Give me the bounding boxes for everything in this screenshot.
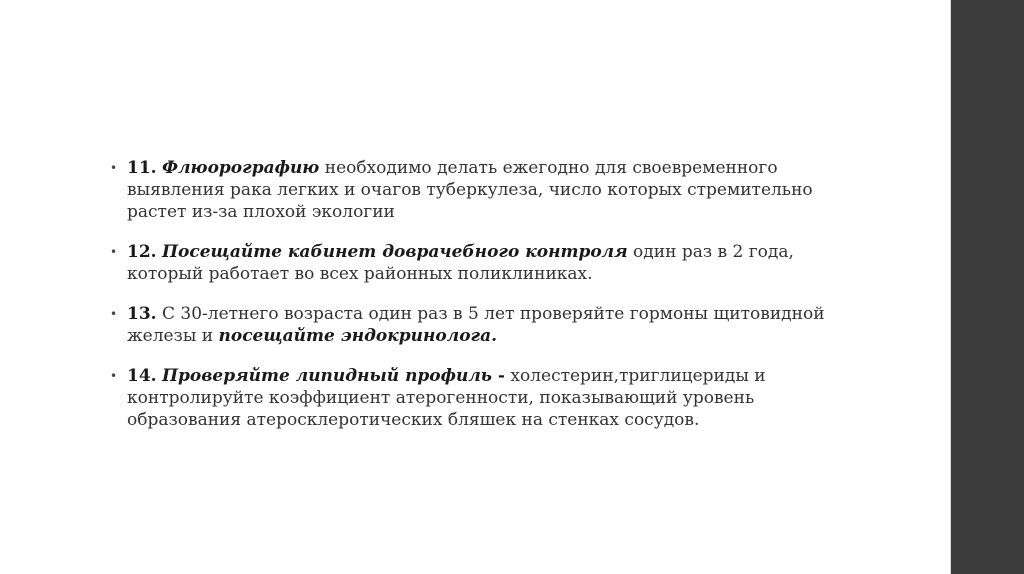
item-separator: - [492,366,505,386]
item-emphasis: Посещайте кабинет доврачебного контроля [161,242,628,262]
item-text: холестерин,триглицериды и контролируйте коэффициент атерогенности, показывающий уровень образования атеросклеротических бляшек на стенках сосудов. [127,366,766,430]
bullet-dot-icon: • [110,369,118,383]
bullet-list [108,157,828,431]
list-item [108,157,828,223]
item-number: 13. [127,304,157,324]
item-text: С 30-летнего возраста один раз в 5 лет проверяйте гормоны щитовидной железы и [127,304,825,346]
right-side-bar [951,0,1024,574]
item-number: 12. [127,242,157,262]
item-text: один раз в 2 года, который работает во всех районных поликлиниках. [127,242,794,284]
list-item [108,241,828,285]
bullet-dot-icon: • [110,307,118,321]
item-emphasis: Флюорографию [161,158,320,178]
item-number: 11. [127,158,157,178]
item-emphasis: посещайте эндокринолога. [218,326,498,346]
item-emphasis: Проверяйте липидный профиль [161,366,492,386]
list-item [108,365,828,431]
item-number: 14. [127,366,157,386]
slide-content [108,157,828,449]
item-text: необходимо делать ежегодно для своевременного выявления рака легких и очагов туберкулеза, число которых стремительно растет из-за плохой экологии [127,158,813,222]
list-item [108,303,828,347]
bullet-dot-icon: • [110,245,118,259]
bullet-dot-icon: • [110,161,118,175]
